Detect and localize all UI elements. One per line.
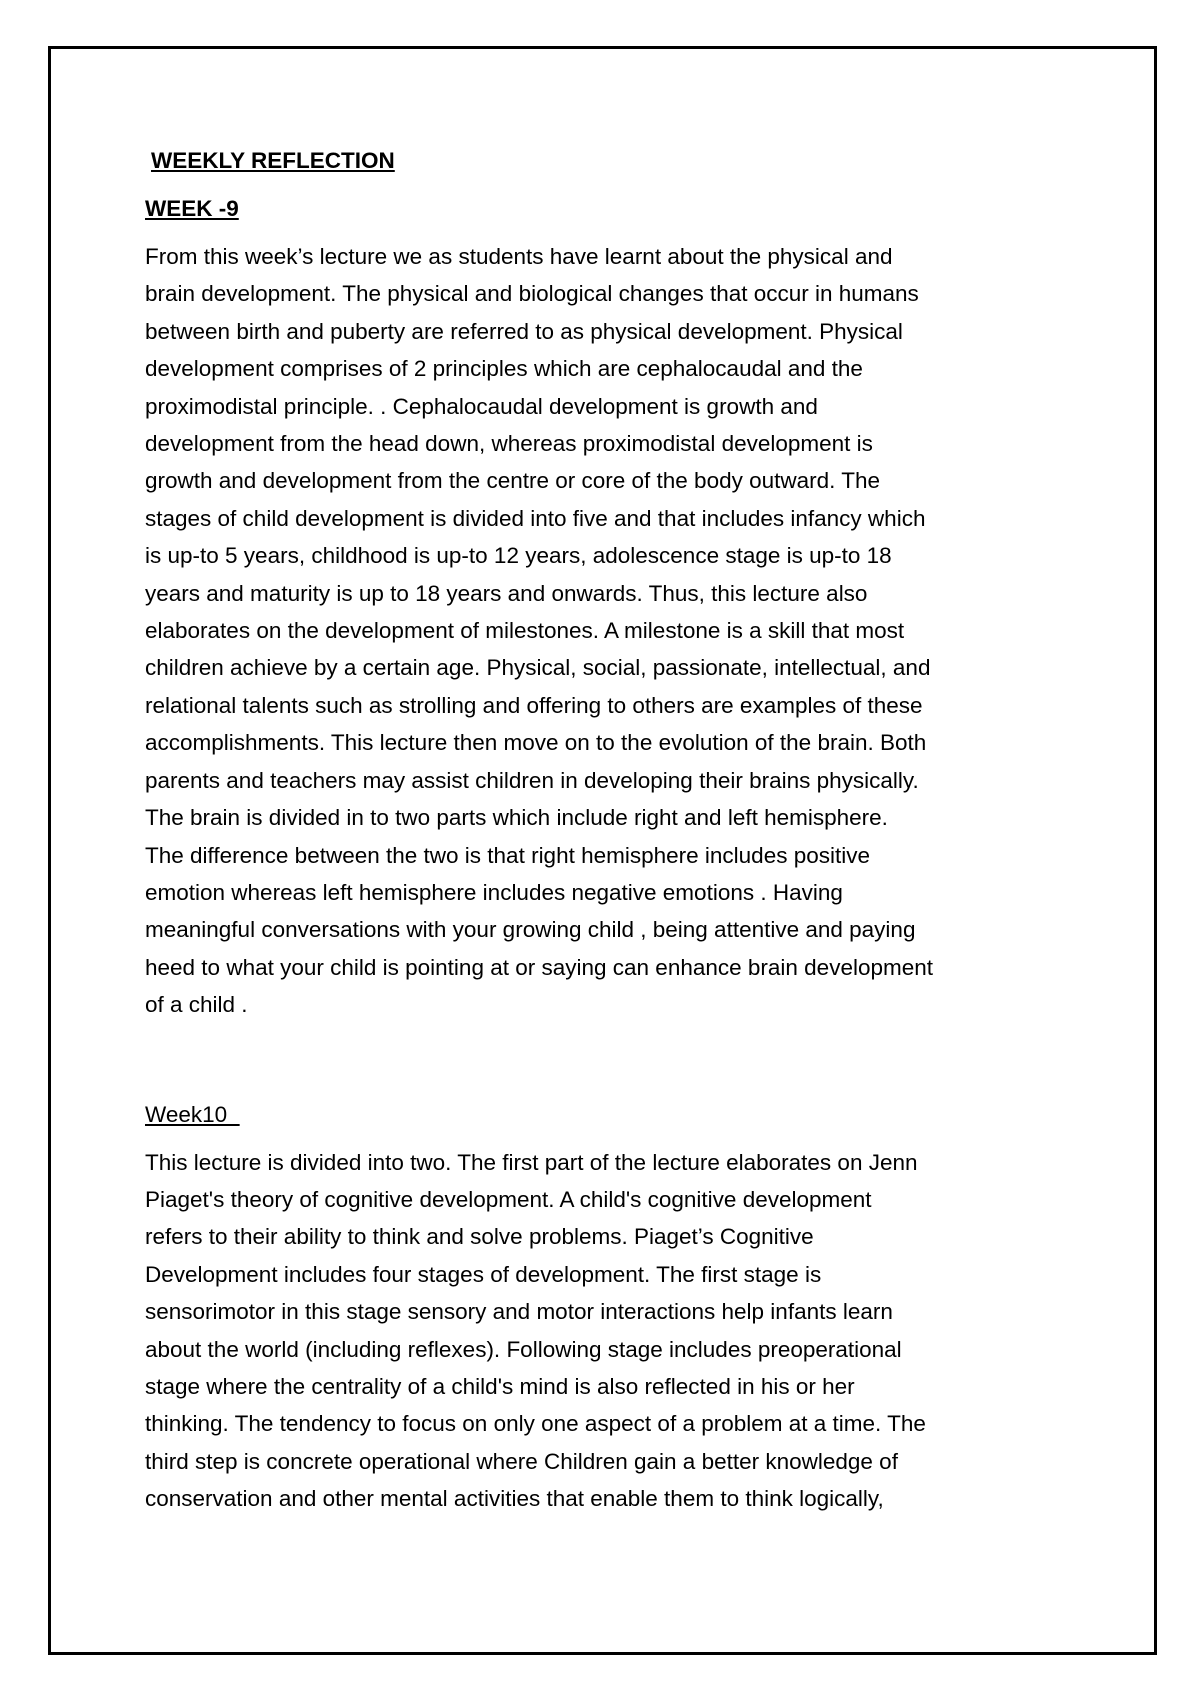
week-9-paragraph: From this week’s lecture we as students have learnt about the physical and brain development. The physical and biological changes that occur in humans between birth and puberty are referred to as physical development. Physical development comprises of 2 principles which are cephalocaudal and the proximodistal principle. . Cephalocaudal development is growth and development from the head down, whereas proximodistal development is growth and development from the centre or core of the body outward. The stages of child development is divided into five and that includes infancy which is up-to 5 years, childhood is up-to 12 years, adolescence stage is up-to 18 years and maturity is up to 18 years and onwards. Thus, this lecture also elaborates on the development of milestones. A milestone is a skill that most children achieve by a certain age. Physical, social, passionate, intellectual, and relational talents such as strolling and offering to others are examples of these accomplishments. This lecture then move on to the evolution of the brain. Both parents and teachers may assist children in developing their brains physically. The brain is divided in to two parts which include right and left hemisphere. The difference between the two is that right hemisphere includes positive emotion whereas left hemisphere includes negative emotions . Having meaningful conversations with your growing child , being attentive and paying heed to what your child is pointing at or saying can enhance brain development of a child . (145, 244, 934, 1018)
document-content (145, 146, 1085, 1518)
week-10-heading: Week10 (145, 1101, 240, 1127)
document-title: WEEKLY REFLECTION (151, 148, 395, 173)
section-spacer (145, 1024, 1085, 1100)
week-10-paragraph: This lecture is divided into two. The first part of the lecture elaborates on Jenn Piaget's theory of cognitive development. A child's cognitive development refers to their ability to think and solve problems. Piaget’s Cognitive Development includes four stages of development. The first stage is sensorimotor in this stage sensory and motor interactions help infants learn about the world (including reflexes). Following stage includes preoperational stage where the centrality of a child's mind is also reflected in his or her thinking. The tendency to focus on only one aspect of a problem at a time. The third step is concrete operational where Children gain a better knowledge of conservation and other mental activities that enable them to think logically, (145, 1149, 926, 1512)
week-9-heading: WEEK -9 (145, 196, 239, 221)
